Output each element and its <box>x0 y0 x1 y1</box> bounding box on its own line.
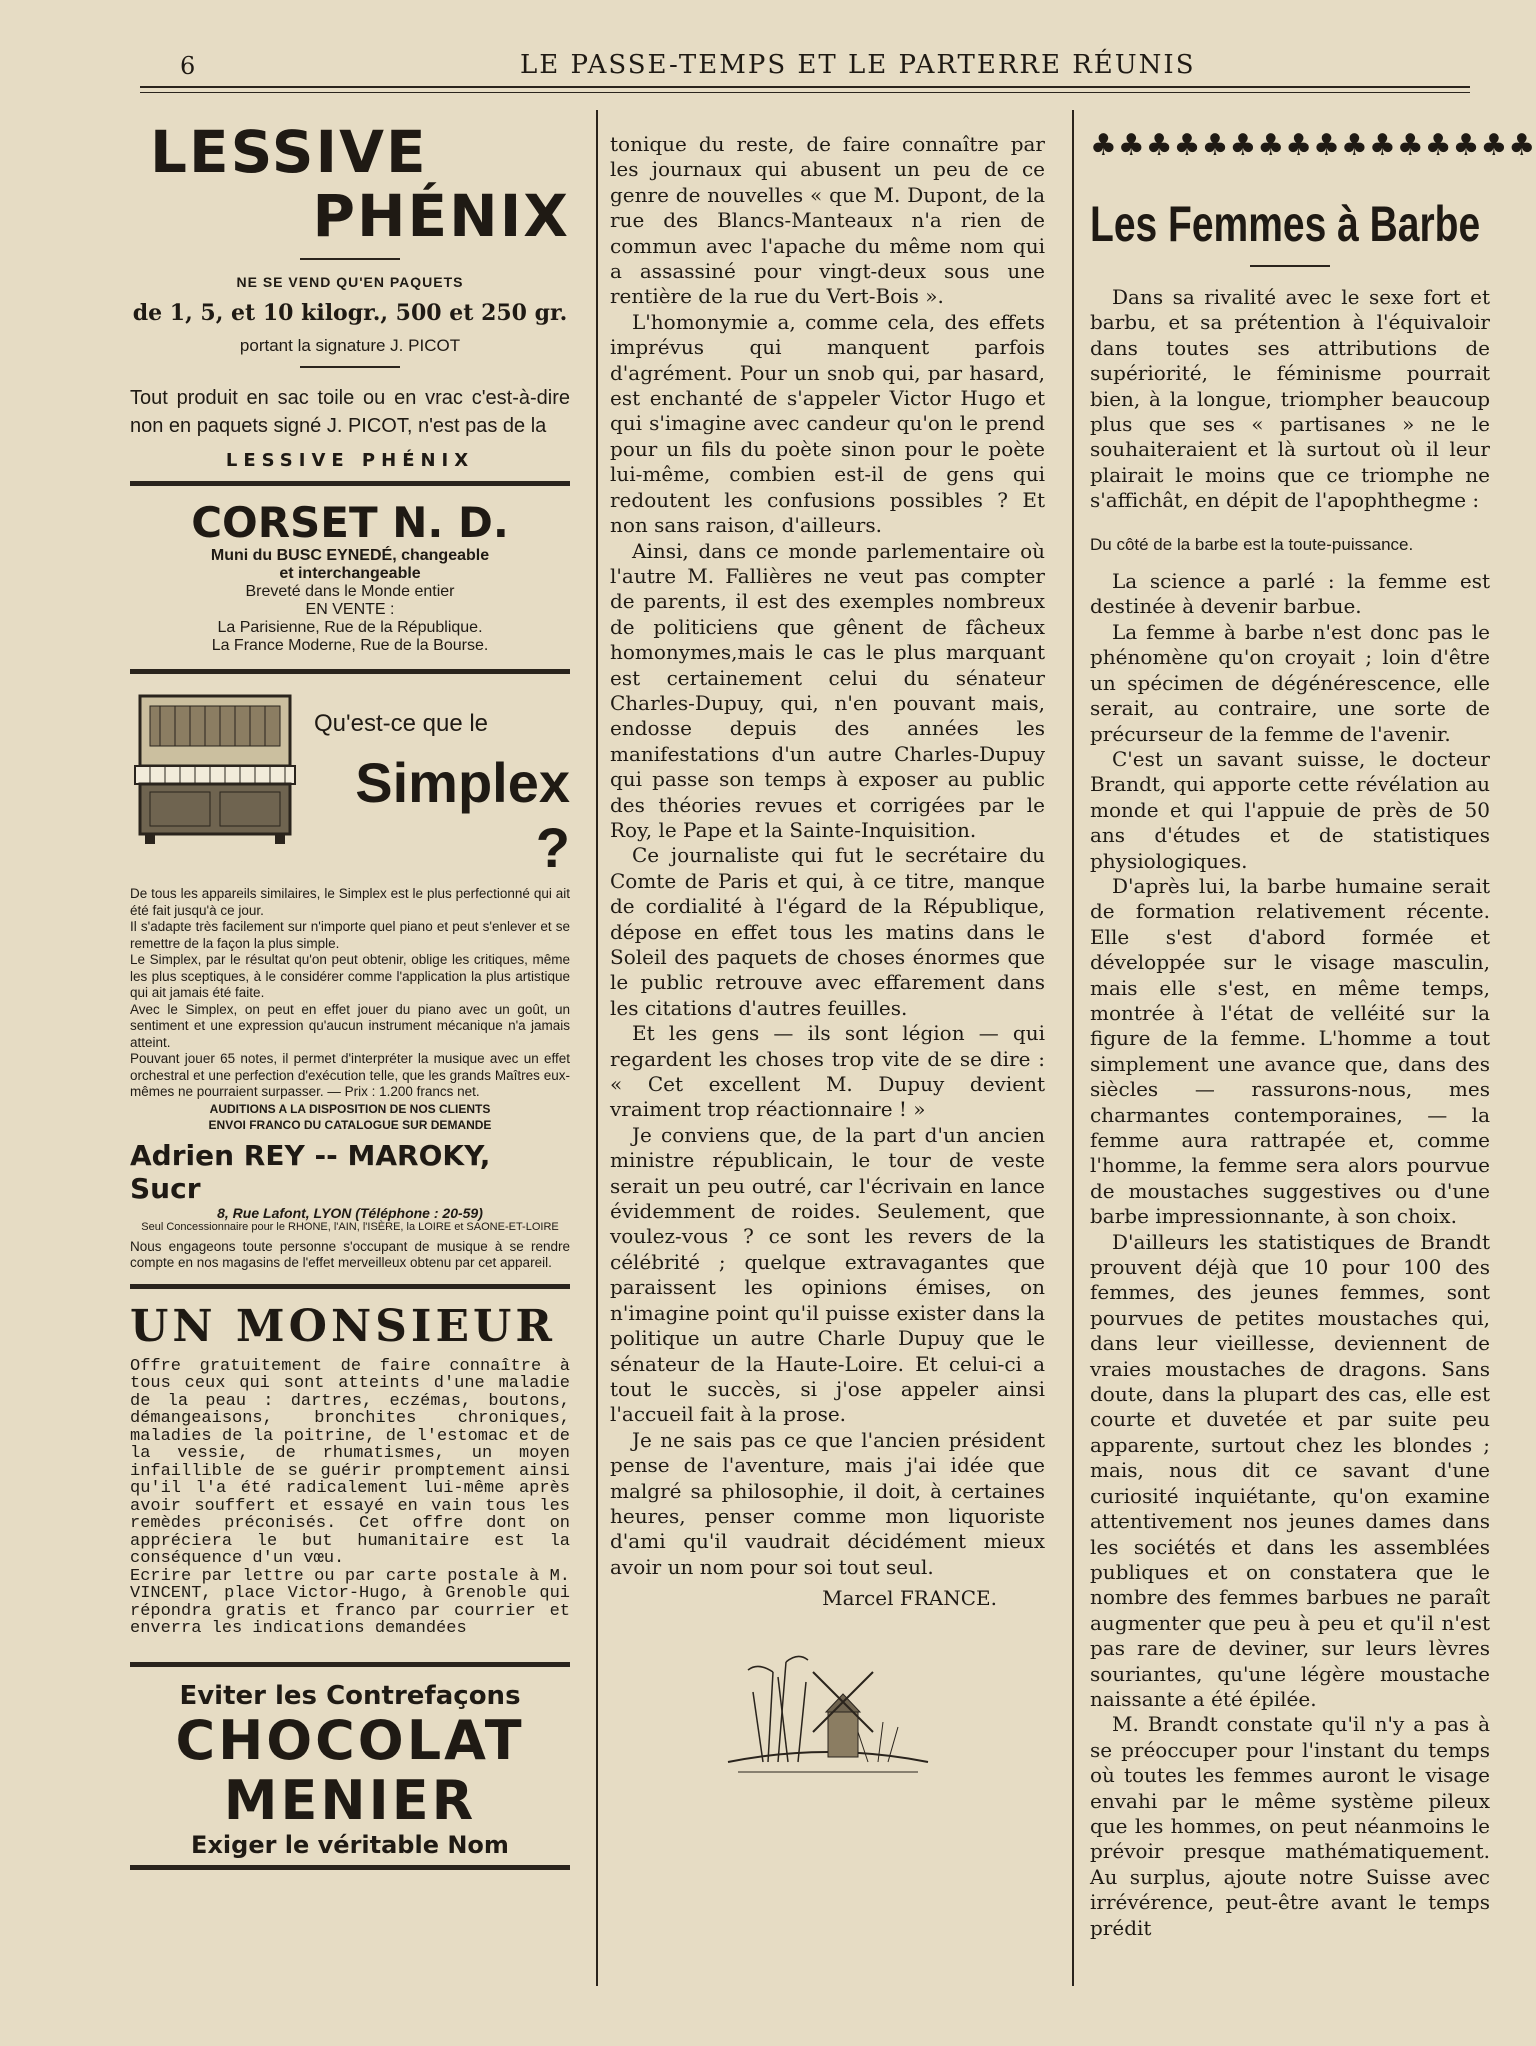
article-title: Les Femmes à Barbe <box>1090 196 1481 252</box>
menier-rule <box>130 1865 570 1870</box>
monsieur-ad <box>130 1301 570 1638</box>
article-paragraph: Ainsi, dans ce monde parlementaire où l'autre M. Fallières ne veut pas compter de parents, il est des exemples nombreux de politiciens que gênent de fâcheux homonymes,mais le cas le plus marquant est certainement celui du sénateur Charles-Dupuy, qui, n'en pouvant mais, endosse depuis des années les manifestations d'un autre Charles-Dupuy qui passe son temps à exposer au public des théories revues et corrigées par le Roy, le Pape et la Sainte-Inquisition. <box>610 538 1045 842</box>
lessive-text: Tout produit en sac toile ou en vrac c'est-à-dire non en paquets signé J. PICOT, n'est pas de la <box>130 387 570 437</box>
article-paragraph: Et les gens — ils sont légion — qui regardent les choses trop vite de se dire : « Cet excellent M. Dupuy devient vraiment trop réactionnaire ! » <box>610 1021 1045 1122</box>
corset-line: La France Moderne, Rue de la Bourse. <box>211 637 489 654</box>
article-quote: Du côté de la barbe est la toute-puissance. <box>1090 534 1414 554</box>
simplex-paragraph: Il s'adapte très facilement sur n'importe quel piano et peut s'enlever et se remettre de la façon la plus simple. <box>130 919 570 951</box>
lessive-logo: LESSIVE PHÉNIX <box>225 450 475 471</box>
ornament-border: ♣♣♣♣♣♣♣♣♣♣♣♣♣♣♣♣ <box>1090 128 1536 163</box>
article-paragraph: Ce journaliste qui fut le secrétaire du Comte de Paris et qui, à ce titre, manque de cordialité à l'égard de la République, dépose en effet tous les matins dans le Soleil des paquets de choses énormes que le public retrouve avec effarement dans les citations d'autres feuilles. <box>610 843 1045 1020</box>
simplex-question: Qu'est-ce que le <box>314 710 489 737</box>
header-rule <box>140 86 1470 88</box>
divider <box>300 366 400 368</box>
simplex-header <box>130 686 570 880</box>
simplex-catalogue: ENVOI FRANCO DU CATALOGUE SUR DEMANDE <box>208 1117 492 1132</box>
divider <box>300 258 400 260</box>
article-paragraph: Je conviens que, de la part d'un ancien ministre républicain, le tour de veste serait un peu outré, car l'écrivain en lance évidemment de roides. Seulement, que voulez-vous ? ce sont les revers de la célébrité ; quelque extravagantes que paraissent les opinions émises, on n'imagine point qu'il puisse exister dans la politique un autre Charle Dupuy que le sénateur de la Haute-Loire. Et celui-ci a tout le succès, si j'ose appeler ainsi l'accueil fait à la prose. <box>610 1122 1045 1427</box>
article-body <box>1090 285 1490 1941</box>
corset-line: EN VENTE : <box>305 601 395 618</box>
corset-title: CORSET N. D. <box>191 498 509 547</box>
lessive-sold-note: NE SE VEND QU'EN PAQUETS <box>236 274 464 290</box>
ad-separator <box>130 669 570 674</box>
menier-chocolat: CHOCOLAT <box>175 1708 525 1772</box>
title-rule <box>1250 265 1330 267</box>
header-rule-thin <box>140 92 1470 93</box>
corset-line: Muni du BUSC EYNEDÉ, changeable <box>210 547 490 564</box>
simplex-address: 8, Rue Lafont, LYON (Téléphone : 20-59) <box>217 1204 483 1221</box>
monsieur-contact: Ecrire par lettre ou par carte postale à M. VINCENT, place Victor-Hugo, à Grenoble qui répondra gratis et franco par courrier et enverra les indications demandées <box>130 1566 570 1638</box>
simplex-ad <box>130 686 570 1272</box>
article-paragraph: La femme à barbe n'est donc pas le phénomène qu'on croyait ; loin d'être un spécimen de dégénérescence, elle serait, au contraire, une sorte de précurseur de la femme de l'avenir. <box>1090 619 1490 746</box>
simplex-paragraph: De tous les appareils similaires, le Simplex est le plus perfectionné qui ait été fait jusqu'à ce jour. <box>130 886 570 918</box>
article-paragraph: L'homonymie a, comme cela, des effets imprévus qui manquent parfois d'agrément. Pour un snob qui, par hasard, est enchanté de s'appeler Victor Hugo et qui s'imagine avec candeur qu'on le prend pour un fils du poète sinon pour le poète lui-même, combien est-il de gens qui redoutent les confusions possibles ? Et non sans raison, d'ailleurs. <box>610 309 1045 538</box>
piano-illustration <box>130 686 300 846</box>
phenix-heading: PHÉNIX <box>312 182 570 250</box>
menier-warning: Eviter les Contrefaçons <box>179 1680 521 1711</box>
lessive-signature: portant la signature J. PICOT <box>239 336 461 355</box>
column-divider-left <box>596 110 598 1986</box>
article-paragraph: M. Brandt constate qu'il n'y a pas à se préoccuper pour l'instant du temps où toutes les femmes auront le visage envahi par le même système pileux que les hommes, on peut néanmoins le prévoir presque mathématiquement. Au surplus, ajoute notre Suisse avec irrévérence, peut-être avant le temps prédit <box>1090 1712 1490 1940</box>
lessive-phenix-ad <box>130 120 570 471</box>
menier-brand: MENIER <box>223 1768 477 1832</box>
simplex-title: Simplex ? <box>355 751 570 879</box>
ad-separator <box>130 1284 570 1289</box>
corset-ad <box>130 498 570 655</box>
article-paragraph: D'après lui, la barbe humaine serait de formation relativement récente. Elle s'est d'abord formée et développée sur le visage masculin, mais elle s'est, en même temps, montrée à l'état de velléité sur la figure de la femme. L'homme a tout simplement une avance que, dans des siècles — rassurons-nous, mes charmantes contemporaines, — la femme aura rattrapée et, comme l'homme, la femme sera alors pourvue de moustaches suggestives ou d'une barbe impressionnante, à son choix. <box>1090 873 1490 1229</box>
windmill-vignette-illustration <box>708 1632 948 1782</box>
article-continuation <box>610 132 1045 1782</box>
simplex-paragraph: Pouvant jouer 65 notes, il permet d'interpréter la musique avec un effet orchestral et une perfection d'exécution telle, que les grands Maîtres eux-mêmes ne pourraient surpasser. — Prix : 1.200 francs net. <box>130 1051 570 1099</box>
column-divider-right <box>1072 110 1074 1986</box>
simplex-auditions: AUDITIONS A LA DISPOSITION DE NOS CLIENTS <box>209 1101 491 1116</box>
page-number: 6 <box>180 52 196 80</box>
simplex-concession: Seul Concessionnaire pour le RHONE, l'AIN, l'ISÈRE, la LOIRE et SAONE-ET-LOIRE <box>141 1220 559 1233</box>
article-paragraph: Dans sa rivalité avec le sexe fort et barbu, et sa prétention à l'équivaloir dans toutes ses attributions de supériorité, le féminisme pourrait bien, à la longue, triompher beaucoup plus que ses « partisanes » ne le souhaiteraient et là surtout où il leur plairait le moins que ce triomphe ne s'affichât, en dépit de l'apophthegme : <box>1090 285 1490 513</box>
lessive-weights: de 1, 5, et 10 kilogr., 500 et 250 gr. <box>132 300 568 326</box>
advertisement-column <box>130 120 570 1870</box>
feature-article <box>1090 128 1536 1941</box>
article-paragraph: Je ne sais pas ce que l'ancien président pense de l'aventure, mais j'ai idée que malgré sa philosophie, il doit, à certaines heures, penser comme mon liquoriste d'ami qu'il vaudrait décidément mieux avoir un nom pour soi tout seul. <box>610 1427 1045 1579</box>
article-paragraph: C'est un savant suisse, le docteur Brandt, qui apporte cette révélation au monde et qui l'appuie de près de 50 ans d'études et de statistiques physiologiques. <box>1090 746 1490 873</box>
simplex-heading <box>300 686 570 880</box>
simplex-paragraph: Le Simplex, par le résultat qu'on peut obtenir, oblige les critiques, même les plus sceptiques, à le considérer comme l'application la plus artistique qui ait jamais été faite. <box>130 952 570 1000</box>
monsieur-title: UN MONSIEUR <box>130 1300 556 1352</box>
simplex-note: Nous engageons toute personne s'occupant de musique à se rendre compte en nos magasins de l'effet merveilleux obtenu par cet appareil. <box>130 1238 570 1270</box>
article-paragraph: tonique du reste, de faire connaître par les journaux qui abusent un peu de ce genre de nouvelles « que M. Dupont, de la rue des Blancs-Manteaux n'a rien de commun avec l'apache du même nom qui a assassiné pour vingt-deux sous une rentière de la rue du Vert-Bois ». <box>610 132 1045 309</box>
corset-line: La Parisienne, Rue de la République. <box>217 619 483 636</box>
corset-line: et interchangeable <box>279 565 421 582</box>
monsieur-text: Offre gratuitement de faire connaître à tous ceux qui sont atteints d'une maladie de la peau : dartres, eczémas, boutons, démangeaisons, bronchites chroniques, maladies de la poitrine, de l'estomac et de la vessie, de rhumatismes, un moyen infaillible de se guérir promptement ainsi qu'il l'a été radicalement lui-même après avoir souffert et essayé en vain tous les remèdes préconisés. Cet offre dont on appréciera le but humanitaire est la conséquence d'un vœu. <box>130 1356 570 1568</box>
corset-line: Breveté dans le Monde entier <box>245 583 455 600</box>
running-title: LE PASSE-TEMPS ET LE PARTERRE RÉUNIS <box>520 50 1196 80</box>
ad-separator <box>130 481 570 486</box>
menier-demand: Exiger le véritable Nom <box>191 1830 509 1859</box>
simplex-paragraph: Avec le Simplex, on peut en effet jouer du piano avec un goût, un sentiment et une expression qu'aucun instrument mécanique n'a jamais atteint. <box>130 1001 570 1050</box>
article-author: Marcel FRANCE. <box>822 1586 997 1611</box>
menier-ad <box>130 1662 570 1870</box>
lessive-heading: LESSIVE <box>150 118 428 186</box>
article-paragraph: La science a parlé : la femme est destinée à devenir barbue. <box>1090 569 1490 619</box>
article-paragraph: D'ailleurs les statistiques de Brandt prouvent déjà que 10 pour 100 des femmes, des jeunes femmes, sont pourvues de petites moustaches qui, dans leur vieillesse, deviennent de vraies moustaches de dragons. Sans doute, dans la plupart des cas, elle est courte et duvetée et par suite peu apparente, surtout chez les blondes ; mais, nous dit ce savant d'une curiosité inquiétante, qu'on examine attentivement nos jeunes dames dans les sociétés et dans les assemblées publiques et on constatera que le nombre des femmes barbues ne paraît augmenter que peu à peu et qu'il n'est pas rare de deviner, sur leurs lèvres souriantes, qu'une légère moustache naissante a été épilée. <box>1090 1229 1490 1711</box>
simplex-dealer: Adrien REY -- MAROKY, Sucr <box>130 1138 491 1205</box>
